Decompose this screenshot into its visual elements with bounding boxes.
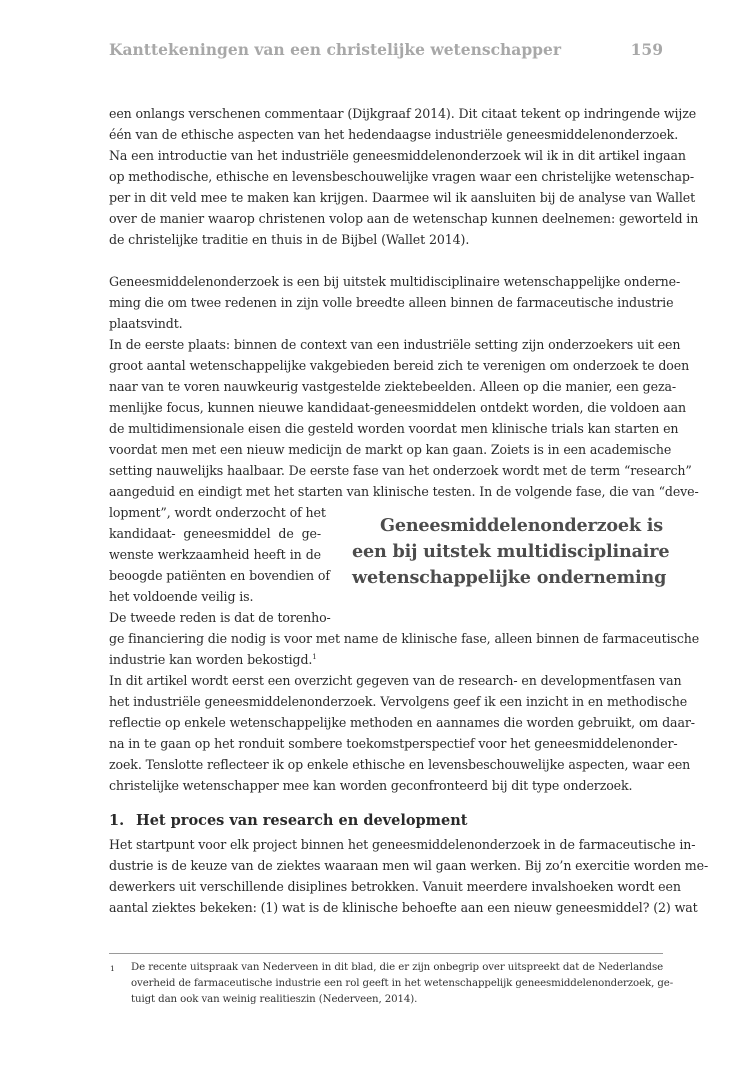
body-line: groot aantal wetenschappelijke vakgebieden bereid zich te verenigen om onderzoek te doen <box>109 358 690 373</box>
body-line: per in dit veld mee te maken kan krijgen. Daarmee wil ik aansluiten bij de analyse van Wallet <box>109 190 696 205</box>
body-line: Het startpunt voor elk project binnen het geneesmiddelenonderzoek in de farmaceutische in- <box>109 837 696 852</box>
body-line: plaatsvindt. <box>109 316 183 331</box>
body-line: de multidimensionale eisen die gesteld worden voordat men klinische trials kan starten en <box>109 421 679 436</box>
pull-quote-line: een bij uitstek multidisciplinaire <box>352 541 670 562</box>
body-line: dewerkers uit verschillende disiplines betrokken. Vanuit meerdere invalshoeken wordt een <box>109 879 681 894</box>
body-line: ge financiering die nodig is voor met name de klinische fase, alleen binnen de farmaceutische <box>109 631 700 646</box>
body-line: het voldoende veilig is. <box>109 589 254 604</box>
body-line <box>109 649 663 670</box>
body-line: ming die om twee redenen in zijn volle breedte alleen binnen de farmaceutische industrie <box>109 295 674 310</box>
body-line: het industriële geneesmiddelenonderzoek. Vervolgens geef ik een inzicht in en methodische <box>109 694 688 709</box>
body-line: menlijke focus, kunnen nieuwe kandidaat-geneesmiddelen ontdekt worden, die voldoen aan <box>109 400 687 415</box>
body-line: wenste werkzaamheid heeft in de <box>109 547 321 562</box>
body-line: Geneesmiddelenonderzoek is een bij uitstek multidisciplinaire wetenschappelijke onderne- <box>109 274 681 289</box>
body-line: aantal ziektes bekeken: (1) wat is de klinische behoefte aan een nieuw geneesmiddel? (2) wat <box>109 900 698 915</box>
pull-quote-line: wetenschappelijke onderneming <box>352 567 667 588</box>
page-number: 159 <box>630 40 663 59</box>
body-line: De tweede reden is dat de torenho- <box>109 610 331 625</box>
footnote-line: overheid de farmaceutische industrie een rol geeft in het wetenschappelijk geneesmiddelenonderzoek, ge- <box>131 978 674 989</box>
body-line: In de eerste plaats: binnen de context van een industriële setting zijn onderzoekers uit een <box>109 337 681 352</box>
running-head <box>109 40 663 64</box>
body-line: beoogde patiënten en bovendien of <box>109 568 330 583</box>
body-line: In dit artikel wordt eerst een overzicht gegeven van de research- en developmentfasen van <box>109 673 682 688</box>
section-heading <box>109 809 467 833</box>
body-line: een onlangs verschenen commentaar (Dijkgraaf 2014). Dit citaat tekent op indringende wijze <box>109 106 697 121</box>
body-line: op methodische, ethische en levensbeschouwelijke vragen waar een christelijke wetenschap- <box>109 169 694 184</box>
section-number: 1. <box>109 812 125 829</box>
body-line-text: industrie kan worden bekostigd. <box>109 652 313 667</box>
body-line: de christelijke traditie en thuis in de Bijbel (Wallet 2014). <box>109 232 470 247</box>
pull-quote-line: Geneesmiddelenonderzoek is <box>380 515 663 536</box>
body-line: één van de ethische aspecten van het hedendaagse industriële geneesmiddelenonderzoek. <box>109 127 679 142</box>
footnote-number: 1 <box>110 964 115 973</box>
footnote-line: tuigt dan ook van weinig realitieszin (Nederveen, 2014). <box>131 994 418 1005</box>
body-line: Na een introductie van het industriële geneesmiddelenonderzoek wil ik in dit artikel ingaan <box>109 148 686 163</box>
body-line: lopment”, wordt onderzocht of het <box>109 505 326 520</box>
body-line: aangeduid en eindigt met het starten van klinische testen. In de volgende fase, die van “deve- <box>109 484 699 499</box>
body-line: kandidaat- geneesmiddel de ge- <box>109 526 321 541</box>
body-line: christelijke wetenschapper mee kan worden geconfronteerd bij dit type onderzoek. <box>109 778 633 793</box>
pull-quote <box>352 513 670 591</box>
running-head-title: Kanttekeningen van een christelijke wetenschapper <box>109 40 562 59</box>
body-line: reflectie op enkele wetenschappelijke methoden en aannames die worden gebruikt, om daar- <box>109 715 695 730</box>
footnote-line: De recente uitspraak van Nederveen in dit blad, die er zijn onbegrip over uitspreekt dat de Nederlandse <box>131 962 663 973</box>
footnote-divider <box>109 953 663 954</box>
body-line: setting nauwelijks haalbaar. De eerste fase van het onderzoek wordt met de term “research” <box>109 463 692 478</box>
body-line: na in te gaan op het ronduit sombere toekomstperspectief voor het geneesmiddelenonder- <box>109 736 678 751</box>
body-line: dustrie is de keuze van de ziektes waaraan men wil gaan werken. Bij zo’n exercitie worden me- <box>109 858 709 873</box>
footnote-reference[interactable]: 1 <box>312 652 317 661</box>
section-title: Het proces van research en development <box>136 812 468 829</box>
body-line: over de manier waarop christenen volop aan de wetenschap kunnen deelnemen: geworteld in <box>109 211 699 226</box>
body-line: voordat men met een nieuw medicijn de markt op kan gaan. Zoiets is in een academische <box>109 442 672 457</box>
body-line: zoek. Tenslotte reflecteer ik op enkele ethische en levensbeschouwelijke aspecten, waar een <box>109 757 691 772</box>
body-line: naar van te voren nauwkeurig vastgestelde ziektebeelden. Alleen op die manier, een geza- <box>109 379 676 394</box>
